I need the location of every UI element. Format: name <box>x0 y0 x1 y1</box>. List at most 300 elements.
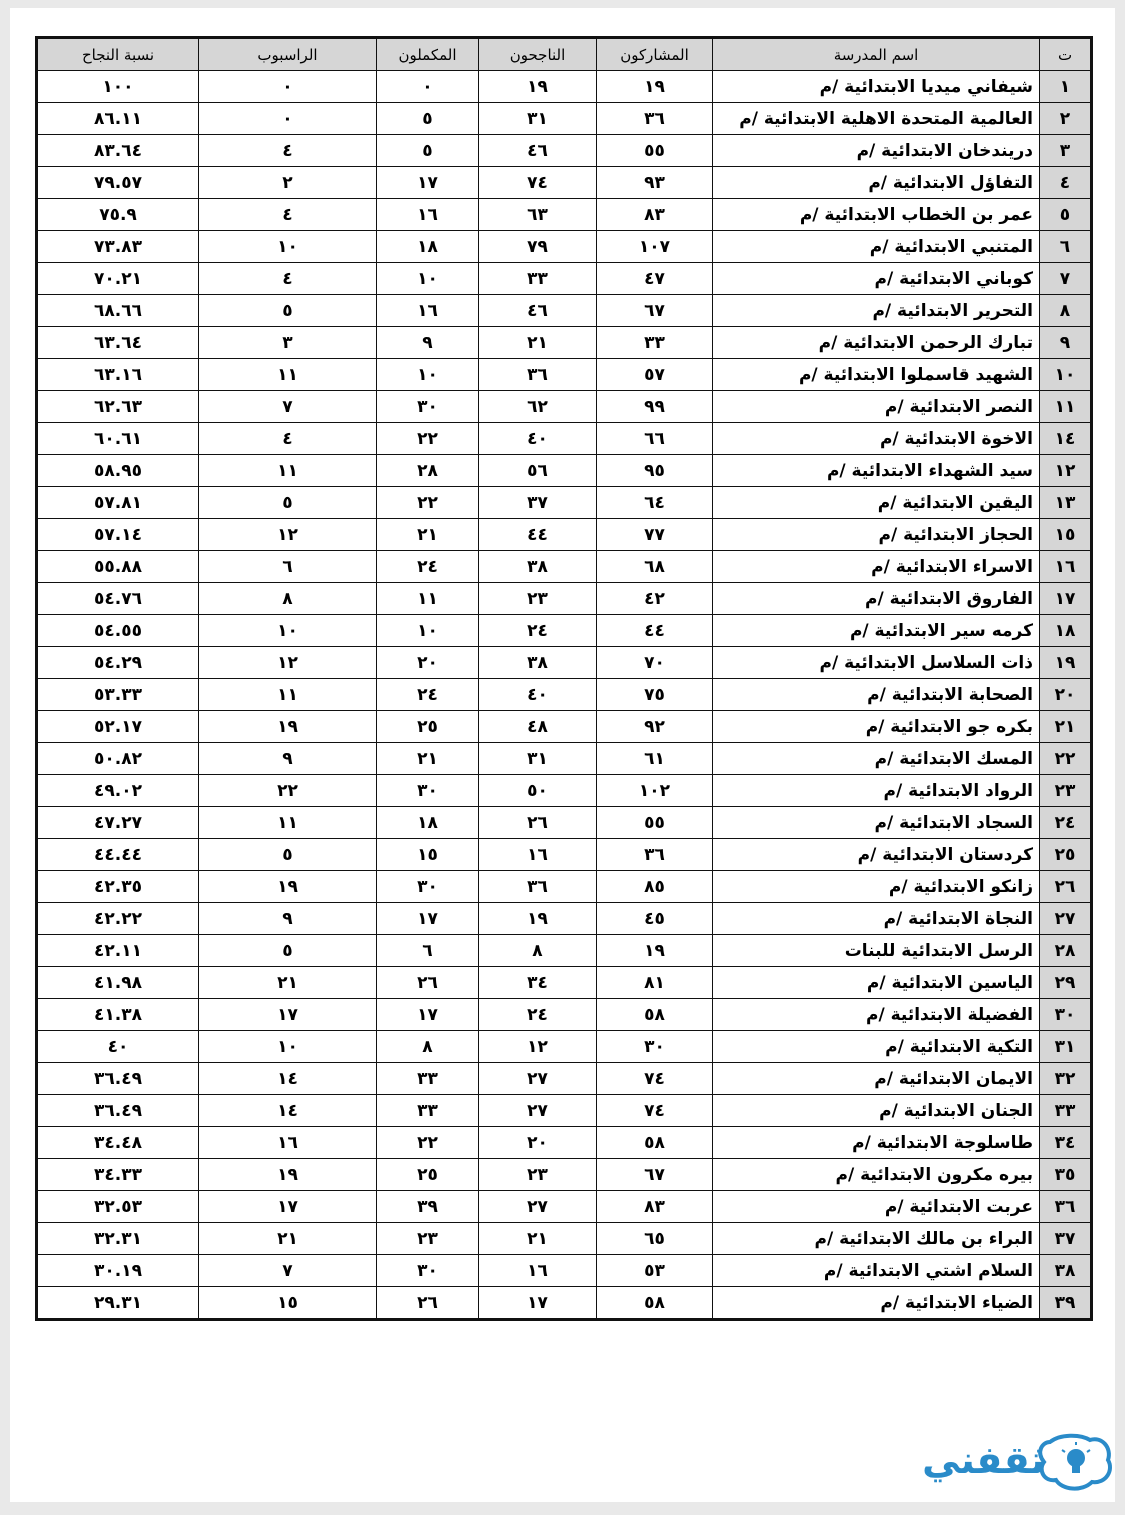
cell-rate: ٤٩.٠٢ <box>37 775 199 807</box>
results-table <box>35 36 1093 1321</box>
cell-participants: ٣٦ <box>597 839 713 871</box>
cell-failed: ١٥ <box>199 1287 377 1320</box>
cell-rate: ٦٣.٦٤ <box>37 327 199 359</box>
cell-completing: ٢٢ <box>377 1127 479 1159</box>
table-header-row <box>37 38 1092 71</box>
cell-completing: ١٠ <box>377 359 479 391</box>
cell-failed: ٢١ <box>199 967 377 999</box>
cell-school: الصحابة الابتدائية /م <box>713 679 1040 711</box>
cell-idx: ٣ <box>1040 135 1092 167</box>
cell-completing: ٣٠ <box>377 391 479 423</box>
cell-idx: ١٨ <box>1040 615 1092 647</box>
cell-failed: ٥ <box>199 295 377 327</box>
cell-school: الياسين الابتدائية /م <box>713 967 1040 999</box>
cell-participants: ١٩ <box>597 71 713 103</box>
cell-idx: ٢٦ <box>1040 871 1092 903</box>
cell-passed: ٣٨ <box>479 647 597 679</box>
cell-participants: ٨١ <box>597 967 713 999</box>
cell-failed: ٥ <box>199 487 377 519</box>
cell-participants: ٩٢ <box>597 711 713 743</box>
cell-participants: ٦٦ <box>597 423 713 455</box>
cell-rate: ٥٥.٨٨ <box>37 551 199 583</box>
cell-participants: ٥٥ <box>597 135 713 167</box>
table-row <box>37 391 1092 423</box>
cell-school: بكره جو الابتدائية /م <box>713 711 1040 743</box>
table-row <box>37 1287 1092 1320</box>
cell-idx: ٤ <box>1040 167 1092 199</box>
cell-school: المسك الابتدائية /م <box>713 743 1040 775</box>
cell-passed: ٣٦ <box>479 871 597 903</box>
cell-completing: ٦ <box>377 935 479 967</box>
cell-rate: ٥٢.١٧ <box>37 711 199 743</box>
cell-rate: ٣٠.١٩ <box>37 1255 199 1287</box>
table-row <box>37 1095 1092 1127</box>
cell-participants: ٥٧ <box>597 359 713 391</box>
cell-school: كوباني الابتدائية /م <box>713 263 1040 295</box>
table-row <box>37 551 1092 583</box>
logo-text: ثقفني <box>922 1438 1045 1482</box>
cell-rate: ٤١.٩٨ <box>37 967 199 999</box>
cell-rate: ٥٠.٨٢ <box>37 743 199 775</box>
cell-school: السلام اشتي الابتدائية /م <box>713 1255 1040 1287</box>
cell-failed: ١١ <box>199 455 377 487</box>
cell-failed: ٩ <box>199 743 377 775</box>
cell-school: الاسراء الابتدائية /م <box>713 551 1040 583</box>
cell-idx: ٢١ <box>1040 711 1092 743</box>
table-row <box>37 135 1092 167</box>
header-idx: ت <box>1040 38 1092 71</box>
table-row <box>37 231 1092 263</box>
cell-idx: ٣٦ <box>1040 1191 1092 1223</box>
cell-failed: ٢١ <box>199 1223 377 1255</box>
cell-school: سيد الشهداء الابتدائية /م <box>713 455 1040 487</box>
cell-completing: ١٠ <box>377 263 479 295</box>
cell-failed: ١٠ <box>199 1031 377 1063</box>
cell-participants: ٤٥ <box>597 903 713 935</box>
cell-participants: ٥٨ <box>597 1287 713 1320</box>
cell-participants: ٨٣ <box>597 199 713 231</box>
cell-failed: ٥ <box>199 839 377 871</box>
table-row <box>37 199 1092 231</box>
cell-idx: ١١ <box>1040 391 1092 423</box>
header-passed: الناجحون <box>479 38 597 71</box>
cell-failed: ٤ <box>199 199 377 231</box>
cell-rate: ٤٢.٢٢ <box>37 903 199 935</box>
cell-completing: ٢٦ <box>377 967 479 999</box>
cell-completing: ١٠ <box>377 615 479 647</box>
cell-passed: ٤٨ <box>479 711 597 743</box>
cell-participants: ٩٥ <box>597 455 713 487</box>
cell-completing: ٢٠ <box>377 647 479 679</box>
table-body <box>37 71 1092 1320</box>
cell-idx: ١٠ <box>1040 359 1092 391</box>
cell-completing: ٣٣ <box>377 1063 479 1095</box>
cell-idx: ٢٣ <box>1040 775 1092 807</box>
cell-completing: ٢٦ <box>377 1287 479 1320</box>
cell-completing: ٥ <box>377 135 479 167</box>
cell-failed: ١١ <box>199 359 377 391</box>
cell-rate: ٣٤.٣٣ <box>37 1159 199 1191</box>
cell-passed: ١٦ <box>479 1255 597 1287</box>
cell-rate: ٢٩.٣١ <box>37 1287 199 1320</box>
cell-rate: ٤١.٣٨ <box>37 999 199 1031</box>
table-row <box>37 167 1092 199</box>
cell-participants: ٧٤ <box>597 1095 713 1127</box>
cell-completing: ٢٢ <box>377 423 479 455</box>
cell-passed: ٢٤ <box>479 999 597 1031</box>
cell-passed: ٤٠ <box>479 679 597 711</box>
cell-failed: ١١ <box>199 807 377 839</box>
cell-school: طاسلوجة الابتدائية /م <box>713 1127 1040 1159</box>
cell-completing: ٣٠ <box>377 775 479 807</box>
cell-passed: ٢٧ <box>479 1063 597 1095</box>
cell-failed: ٧ <box>199 391 377 423</box>
cell-participants: ٣٠ <box>597 1031 713 1063</box>
cell-passed: ٤٠ <box>479 423 597 455</box>
cell-rate: ٨٣.٦٤ <box>37 135 199 167</box>
cell-rate: ٦٨.٦٦ <box>37 295 199 327</box>
table-row <box>37 423 1092 455</box>
cell-passed: ٢٧ <box>479 1191 597 1223</box>
cell-idx: ٢٩ <box>1040 967 1092 999</box>
cell-failed: ٤ <box>199 135 377 167</box>
cell-failed: ١٩ <box>199 1159 377 1191</box>
cell-passed: ٣٤ <box>479 967 597 999</box>
cell-school: الرسل الابتدائية للبنات <box>713 935 1040 967</box>
cell-passed: ٢٣ <box>479 1159 597 1191</box>
cell-passed: ٤٦ <box>479 135 597 167</box>
cell-participants: ٥٣ <box>597 1255 713 1287</box>
cell-participants: ٩٩ <box>597 391 713 423</box>
cell-failed: ٤ <box>199 423 377 455</box>
cell-completing: ٢٥ <box>377 1159 479 1191</box>
cell-completing: ٣٠ <box>377 871 479 903</box>
cell-school: اليقين الابتدائية /م <box>713 487 1040 519</box>
table-row <box>37 1159 1092 1191</box>
cell-passed: ٢٠ <box>479 1127 597 1159</box>
cell-passed: ٢٤ <box>479 615 597 647</box>
cell-school: كرمه سير الابتدائية /م <box>713 615 1040 647</box>
cell-school: الحجاز الابتدائية /م <box>713 519 1040 551</box>
table-row <box>37 1223 1092 1255</box>
cell-school: زانكو الابتدائية /م <box>713 871 1040 903</box>
cell-idx: ١٩ <box>1040 647 1092 679</box>
table-row <box>37 1255 1092 1287</box>
cell-participants: ٧٤ <box>597 1063 713 1095</box>
table-row <box>37 295 1092 327</box>
cell-idx: ١ <box>1040 71 1092 103</box>
cell-passed: ٥٠ <box>479 775 597 807</box>
table-row <box>37 1063 1092 1095</box>
header-failed: الراسبوب <box>199 38 377 71</box>
cell-failed: ٥ <box>199 935 377 967</box>
cell-idx: ٦ <box>1040 231 1092 263</box>
cell-rate: ٤٧.٢٧ <box>37 807 199 839</box>
cell-failed: ٦ <box>199 551 377 583</box>
cell-idx: ٢ <box>1040 103 1092 135</box>
table-row <box>37 103 1092 135</box>
cell-completing: ٩ <box>377 327 479 359</box>
cell-rate: ٧٣.٨٣ <box>37 231 199 263</box>
cell-school: الرواد الابتدائية /م <box>713 775 1040 807</box>
cell-completing: ٣٠ <box>377 1255 479 1287</box>
cell-completing: ٢١ <box>377 519 479 551</box>
cell-rate: ٥٤.٢٩ <box>37 647 199 679</box>
cell-participants: ٦١ <box>597 743 713 775</box>
cell-passed: ٥٦ <box>479 455 597 487</box>
cell-completing: ٨ <box>377 1031 479 1063</box>
cell-idx: ٢٠ <box>1040 679 1092 711</box>
table-row <box>37 519 1092 551</box>
cell-passed: ١٢ <box>479 1031 597 1063</box>
cell-school: شيفاني ميديا الابتدائية /م <box>713 71 1040 103</box>
cell-passed: ٣٣ <box>479 263 597 295</box>
table-row <box>37 71 1092 103</box>
cell-participants: ٧٥ <box>597 679 713 711</box>
cell-school: الفضيلة الابتدائية /م <box>713 999 1040 1031</box>
cell-school: دريندخان الابتدائية /م <box>713 135 1040 167</box>
cell-completing: ١٧ <box>377 167 479 199</box>
cell-idx: ٣٩ <box>1040 1287 1092 1320</box>
cell-failed: ٣ <box>199 327 377 359</box>
cell-completing: ٢٨ <box>377 455 479 487</box>
cell-passed: ٣١ <box>479 103 597 135</box>
table-row <box>37 487 1092 519</box>
cell-participants: ٦٨ <box>597 551 713 583</box>
cell-passed: ١٩ <box>479 71 597 103</box>
cell-passed: ١٩ <box>479 903 597 935</box>
cell-idx: ٥ <box>1040 199 1092 231</box>
table-row <box>37 1031 1092 1063</box>
table-row <box>37 775 1092 807</box>
cell-passed: ٤٦ <box>479 295 597 327</box>
cell-school: الايمان الابتدائية /م <box>713 1063 1040 1095</box>
cell-school: السجاد الابتدائية /م <box>713 807 1040 839</box>
cell-participants: ٧٠ <box>597 647 713 679</box>
table-row <box>37 263 1092 295</box>
table-row <box>37 615 1092 647</box>
cell-passed: ١٧ <box>479 1287 597 1320</box>
cell-passed: ٦٣ <box>479 199 597 231</box>
cell-rate: ٥٨.٩٥ <box>37 455 199 487</box>
cell-passed: ٣١ <box>479 743 597 775</box>
cell-completing: ١٧ <box>377 903 479 935</box>
table-row <box>37 455 1092 487</box>
cell-failed: ٢٢ <box>199 775 377 807</box>
cell-idx: ٣٧ <box>1040 1223 1092 1255</box>
cell-rate: ٦٠.٦١ <box>37 423 199 455</box>
cell-school: كردستان الابتدائية /م <box>713 839 1040 871</box>
cell-school: النجاة الابتدائية /م <box>713 903 1040 935</box>
cell-rate: ٥٣.٣٣ <box>37 679 199 711</box>
cell-rate: ٨٦.١١ <box>37 103 199 135</box>
cell-participants: ١٩ <box>597 935 713 967</box>
cell-rate: ٥٤.٥٥ <box>37 615 199 647</box>
cell-participants: ٥٥ <box>597 807 713 839</box>
cell-completing: ١٥ <box>377 839 479 871</box>
cell-idx: ١٣ <box>1040 487 1092 519</box>
cell-idx: ١٦ <box>1040 551 1092 583</box>
cell-idx: ٢٥ <box>1040 839 1092 871</box>
cell-completing: ٣٣ <box>377 1095 479 1127</box>
cell-rate: ٧٠.٢١ <box>37 263 199 295</box>
cell-rate: ٥٤.٧٦ <box>37 583 199 615</box>
cell-failed: ٧ <box>199 1255 377 1287</box>
cell-school: البراء بن مالك الابتدائية /م <box>713 1223 1040 1255</box>
header-participants: المشاركون <box>597 38 713 71</box>
cell-rate: ١٠٠ <box>37 71 199 103</box>
cell-participants: ٩٣ <box>597 167 713 199</box>
table-row <box>37 679 1092 711</box>
cell-idx: ٩ <box>1040 327 1092 359</box>
cell-failed: ٩ <box>199 903 377 935</box>
table-row <box>37 583 1092 615</box>
cell-participants: ٨٥ <box>597 871 713 903</box>
cell-passed: ٤٤ <box>479 519 597 551</box>
table-row <box>37 999 1092 1031</box>
header-rate: نسبة النجاح <box>37 38 199 71</box>
cell-failed: ٨ <box>199 583 377 615</box>
cell-failed: ١٤ <box>199 1063 377 1095</box>
cell-school: التفاؤل الابتدائية /م <box>713 167 1040 199</box>
cell-completing: ٢٣ <box>377 1223 479 1255</box>
cell-completing: ١٨ <box>377 807 479 839</box>
cell-idx: ٣٢ <box>1040 1063 1092 1095</box>
cell-completing: ١٦ <box>377 199 479 231</box>
cell-school: بيره مكرون الابتدائية /م <box>713 1159 1040 1191</box>
cell-participants: ٣٣ <box>597 327 713 359</box>
cell-completing: ٥ <box>377 103 479 135</box>
table-row <box>37 807 1092 839</box>
cell-completing: ٣٩ <box>377 1191 479 1223</box>
cell-passed: ٢٣ <box>479 583 597 615</box>
cell-idx: ١٥ <box>1040 519 1092 551</box>
cell-idx: ٣٣ <box>1040 1095 1092 1127</box>
cell-school: المتنبي الابتدائية /م <box>713 231 1040 263</box>
cell-rate: ٤٤.٤٤ <box>37 839 199 871</box>
cell-failed: ٠ <box>199 71 377 103</box>
cell-participants: ٧٧ <box>597 519 713 551</box>
cell-passed: ٨ <box>479 935 597 967</box>
cell-passed: ٣٨ <box>479 551 597 583</box>
table-row <box>37 327 1092 359</box>
cell-passed: ٢٦ <box>479 807 597 839</box>
cell-passed: ٣٦ <box>479 359 597 391</box>
cell-rate: ٥٧.٨١ <box>37 487 199 519</box>
cell-participants: ٣٦ <box>597 103 713 135</box>
cell-rate: ٥٧.١٤ <box>37 519 199 551</box>
table-row <box>37 359 1092 391</box>
cell-school: عمر بن الخطاب الابتدائية /م <box>713 199 1040 231</box>
cell-failed: ٢ <box>199 167 377 199</box>
cell-passed: ٢١ <box>479 327 597 359</box>
table-row <box>37 743 1092 775</box>
cell-completing: ٢٥ <box>377 711 479 743</box>
cell-rate: ٣٦.٤٩ <box>37 1095 199 1127</box>
cell-rate: ٧٥.٩ <box>37 199 199 231</box>
cell-failed: ١٠ <box>199 231 377 263</box>
cell-idx: ٢٨ <box>1040 935 1092 967</box>
cell-idx: ١٧ <box>1040 583 1092 615</box>
cell-participants: ٦٧ <box>597 1159 713 1191</box>
cell-idx: ٣٠ <box>1040 999 1092 1031</box>
cell-participants: ٤٢ <box>597 583 713 615</box>
cell-rate: ٦٢.٦٣ <box>37 391 199 423</box>
cell-completing: ٢٤ <box>377 679 479 711</box>
cell-rate: ٣٤.٤٨ <box>37 1127 199 1159</box>
cell-failed: ٤ <box>199 263 377 295</box>
cell-school: الفاروق الابتدائية /م <box>713 583 1040 615</box>
cell-school: عربت الابتدائية /م <box>713 1191 1040 1223</box>
cell-school: الشهيد قاسملوا الابتدائية /م <box>713 359 1040 391</box>
cell-failed: ١٧ <box>199 1191 377 1223</box>
cell-school: التكية الابتدائية /م <box>713 1031 1040 1063</box>
cell-idx: ٣١ <box>1040 1031 1092 1063</box>
cell-failed: ١٦ <box>199 1127 377 1159</box>
cell-idx: ٣٥ <box>1040 1159 1092 1191</box>
cell-failed: ١١ <box>199 679 377 711</box>
cell-rate: ٤٠ <box>37 1031 199 1063</box>
cell-idx: ١٢ <box>1040 455 1092 487</box>
cell-completing: ١٨ <box>377 231 479 263</box>
cell-completing: ٠ <box>377 71 479 103</box>
table-row <box>37 1127 1092 1159</box>
cell-participants: ١٠٢ <box>597 775 713 807</box>
table-row <box>37 711 1092 743</box>
cell-idx: ١٤ <box>1040 423 1092 455</box>
cell-participants: ٦٥ <box>597 1223 713 1255</box>
cell-passed: ٧٩ <box>479 231 597 263</box>
cell-failed: ١٠ <box>199 615 377 647</box>
table-row <box>37 967 1092 999</box>
header-completing: المكملون <box>377 38 479 71</box>
cell-completing: ١١ <box>377 583 479 615</box>
cell-completing: ٢٢ <box>377 487 479 519</box>
cell-rate: ٣٢.٣١ <box>37 1223 199 1255</box>
cell-school: الجنان الابتدائية /م <box>713 1095 1040 1127</box>
cell-participants: ٤٤ <box>597 615 713 647</box>
cell-rate: ٦٣.١٦ <box>37 359 199 391</box>
cell-completing: ١٧ <box>377 999 479 1031</box>
table-row <box>37 647 1092 679</box>
cell-participants: ٤٧ <box>597 263 713 295</box>
cell-school: ذات السلاسل الابتدائية /م <box>713 647 1040 679</box>
cell-participants: ٥٨ <box>597 1127 713 1159</box>
cell-completing: ١٦ <box>377 295 479 327</box>
cell-rate: ٣٦.٤٩ <box>37 1063 199 1095</box>
table-row <box>37 1191 1092 1223</box>
document-page <box>10 8 1115 1502</box>
cell-failed: ٠ <box>199 103 377 135</box>
cell-school: العالمية المتحدة الاهلية الابتدائية /م <box>713 103 1040 135</box>
cell-idx: ٢٢ <box>1040 743 1092 775</box>
cell-participants: ٥٨ <box>597 999 713 1031</box>
cell-idx: ٧ <box>1040 263 1092 295</box>
cell-failed: ١٩ <box>199 711 377 743</box>
cell-passed: ٢١ <box>479 1223 597 1255</box>
cell-school: النصر الابتدائية /م <box>713 391 1040 423</box>
cell-passed: ١٦ <box>479 839 597 871</box>
cell-school: التحرير الابتدائية /م <box>713 295 1040 327</box>
cell-school: الاخوة الابتدائية /م <box>713 423 1040 455</box>
cell-rate: ٧٩.٥٧ <box>37 167 199 199</box>
cell-passed: ٧٤ <box>479 167 597 199</box>
cell-rate: ٤٢.١١ <box>37 935 199 967</box>
cell-completing: ٢١ <box>377 743 479 775</box>
cell-idx: ٢٧ <box>1040 903 1092 935</box>
table-row <box>37 839 1092 871</box>
cell-failed: ١٢ <box>199 647 377 679</box>
